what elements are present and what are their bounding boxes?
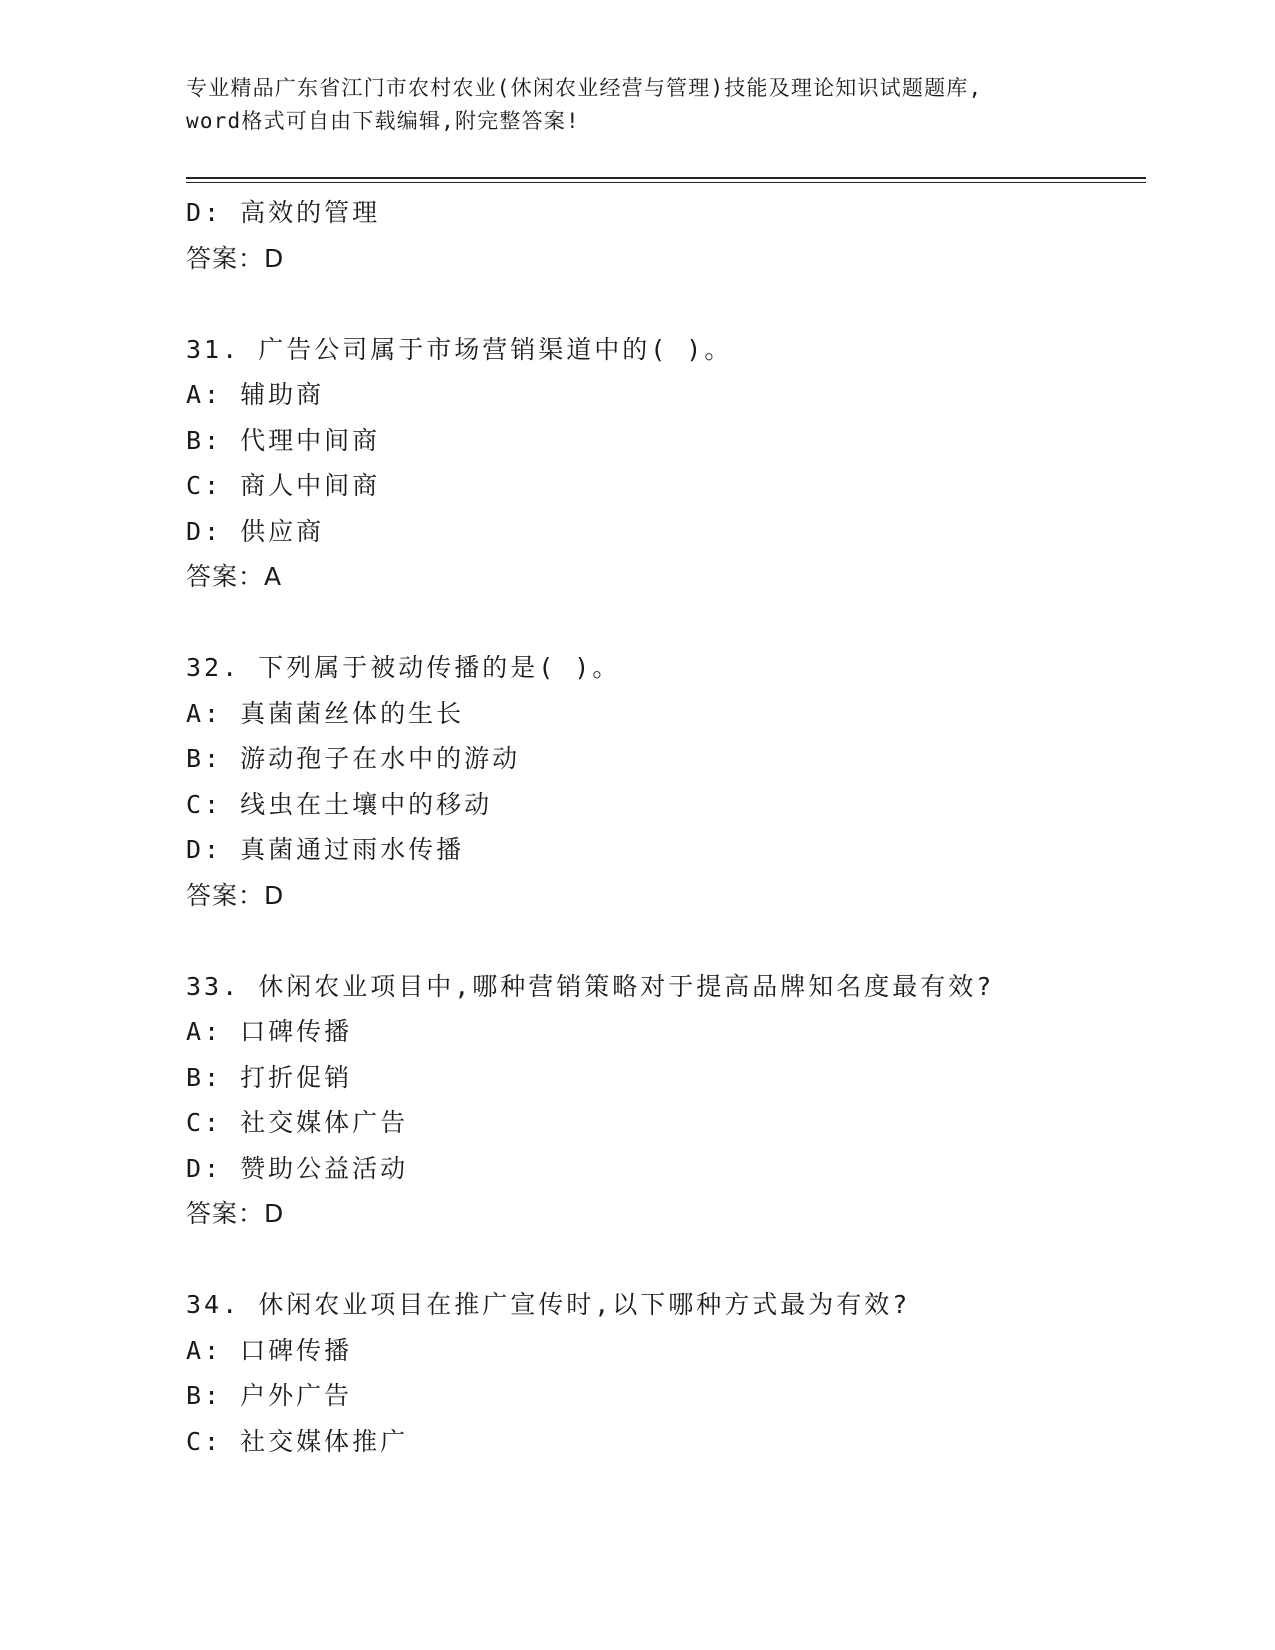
header-divider-thick — [186, 177, 1146, 179]
spacer — [186, 281, 1146, 327]
question-stem: 31. 广告公司属于市场营销渠道中的( )。 — [186, 334, 733, 364]
question-list — [186, 190, 1146, 1464]
option-d: D: 高效的管理 — [186, 198, 381, 227]
option-c: C: 社交媒体广告 — [186, 1108, 409, 1137]
spacer — [186, 1237, 1146, 1283]
header-title-line-2: word格式可自由下载编辑,附完整答案! — [186, 109, 580, 133]
option-b: B: 户外广告 — [186, 1381, 353, 1410]
answer-line: 答案：D — [186, 1199, 285, 1228]
option-b: B: 打折促销 — [186, 1062, 353, 1092]
answer-line: 答案：D — [186, 880, 285, 910]
spacer — [186, 918, 1146, 964]
option-c: C: 社交媒体推广 — [186, 1426, 409, 1456]
option-a: A: 口碑传播 — [186, 1335, 353, 1365]
option-a: A: 口碑传播 — [186, 1017, 353, 1046]
header-title-line-1: 专业精品广东省江门市农村农业(休闲农业经营与管理)技能及理论知识试题题库, — [186, 76, 983, 100]
spacer — [186, 600, 1146, 646]
option-b: B: 游动孢子在水中的游动 — [186, 744, 521, 773]
answer-line: 答案：A — [186, 562, 283, 591]
answer-line: 答案：D — [186, 243, 285, 273]
option-a: A: 真菌菌丝体的生长 — [186, 698, 465, 728]
option-d: D: 供应商 — [186, 516, 325, 546]
option-c: C: 商人中间商 — [186, 471, 381, 500]
option-a: A: 辅助商 — [186, 380, 325, 409]
question-stem: 32. 下列属于被动传播的是( )。 — [186, 653, 621, 682]
document-header — [186, 72, 1086, 138]
question-stem: 34. 休闲农业项目在推广宣传时,以下哪种方式最为有效? — [186, 1290, 911, 1319]
question-stem: 33. 休闲农业项目中,哪种营销策略对于提高品牌知名度最有效? — [186, 971, 995, 1001]
option-d: D: 赞助公益活动 — [186, 1153, 409, 1183]
header-divider-thin — [186, 182, 1146, 183]
option-b: B: 代理中间商 — [186, 425, 381, 455]
option-d: D: 真菌通过雨水传播 — [186, 835, 465, 864]
option-c: C: 线虫在土壤中的移动 — [186, 789, 493, 819]
